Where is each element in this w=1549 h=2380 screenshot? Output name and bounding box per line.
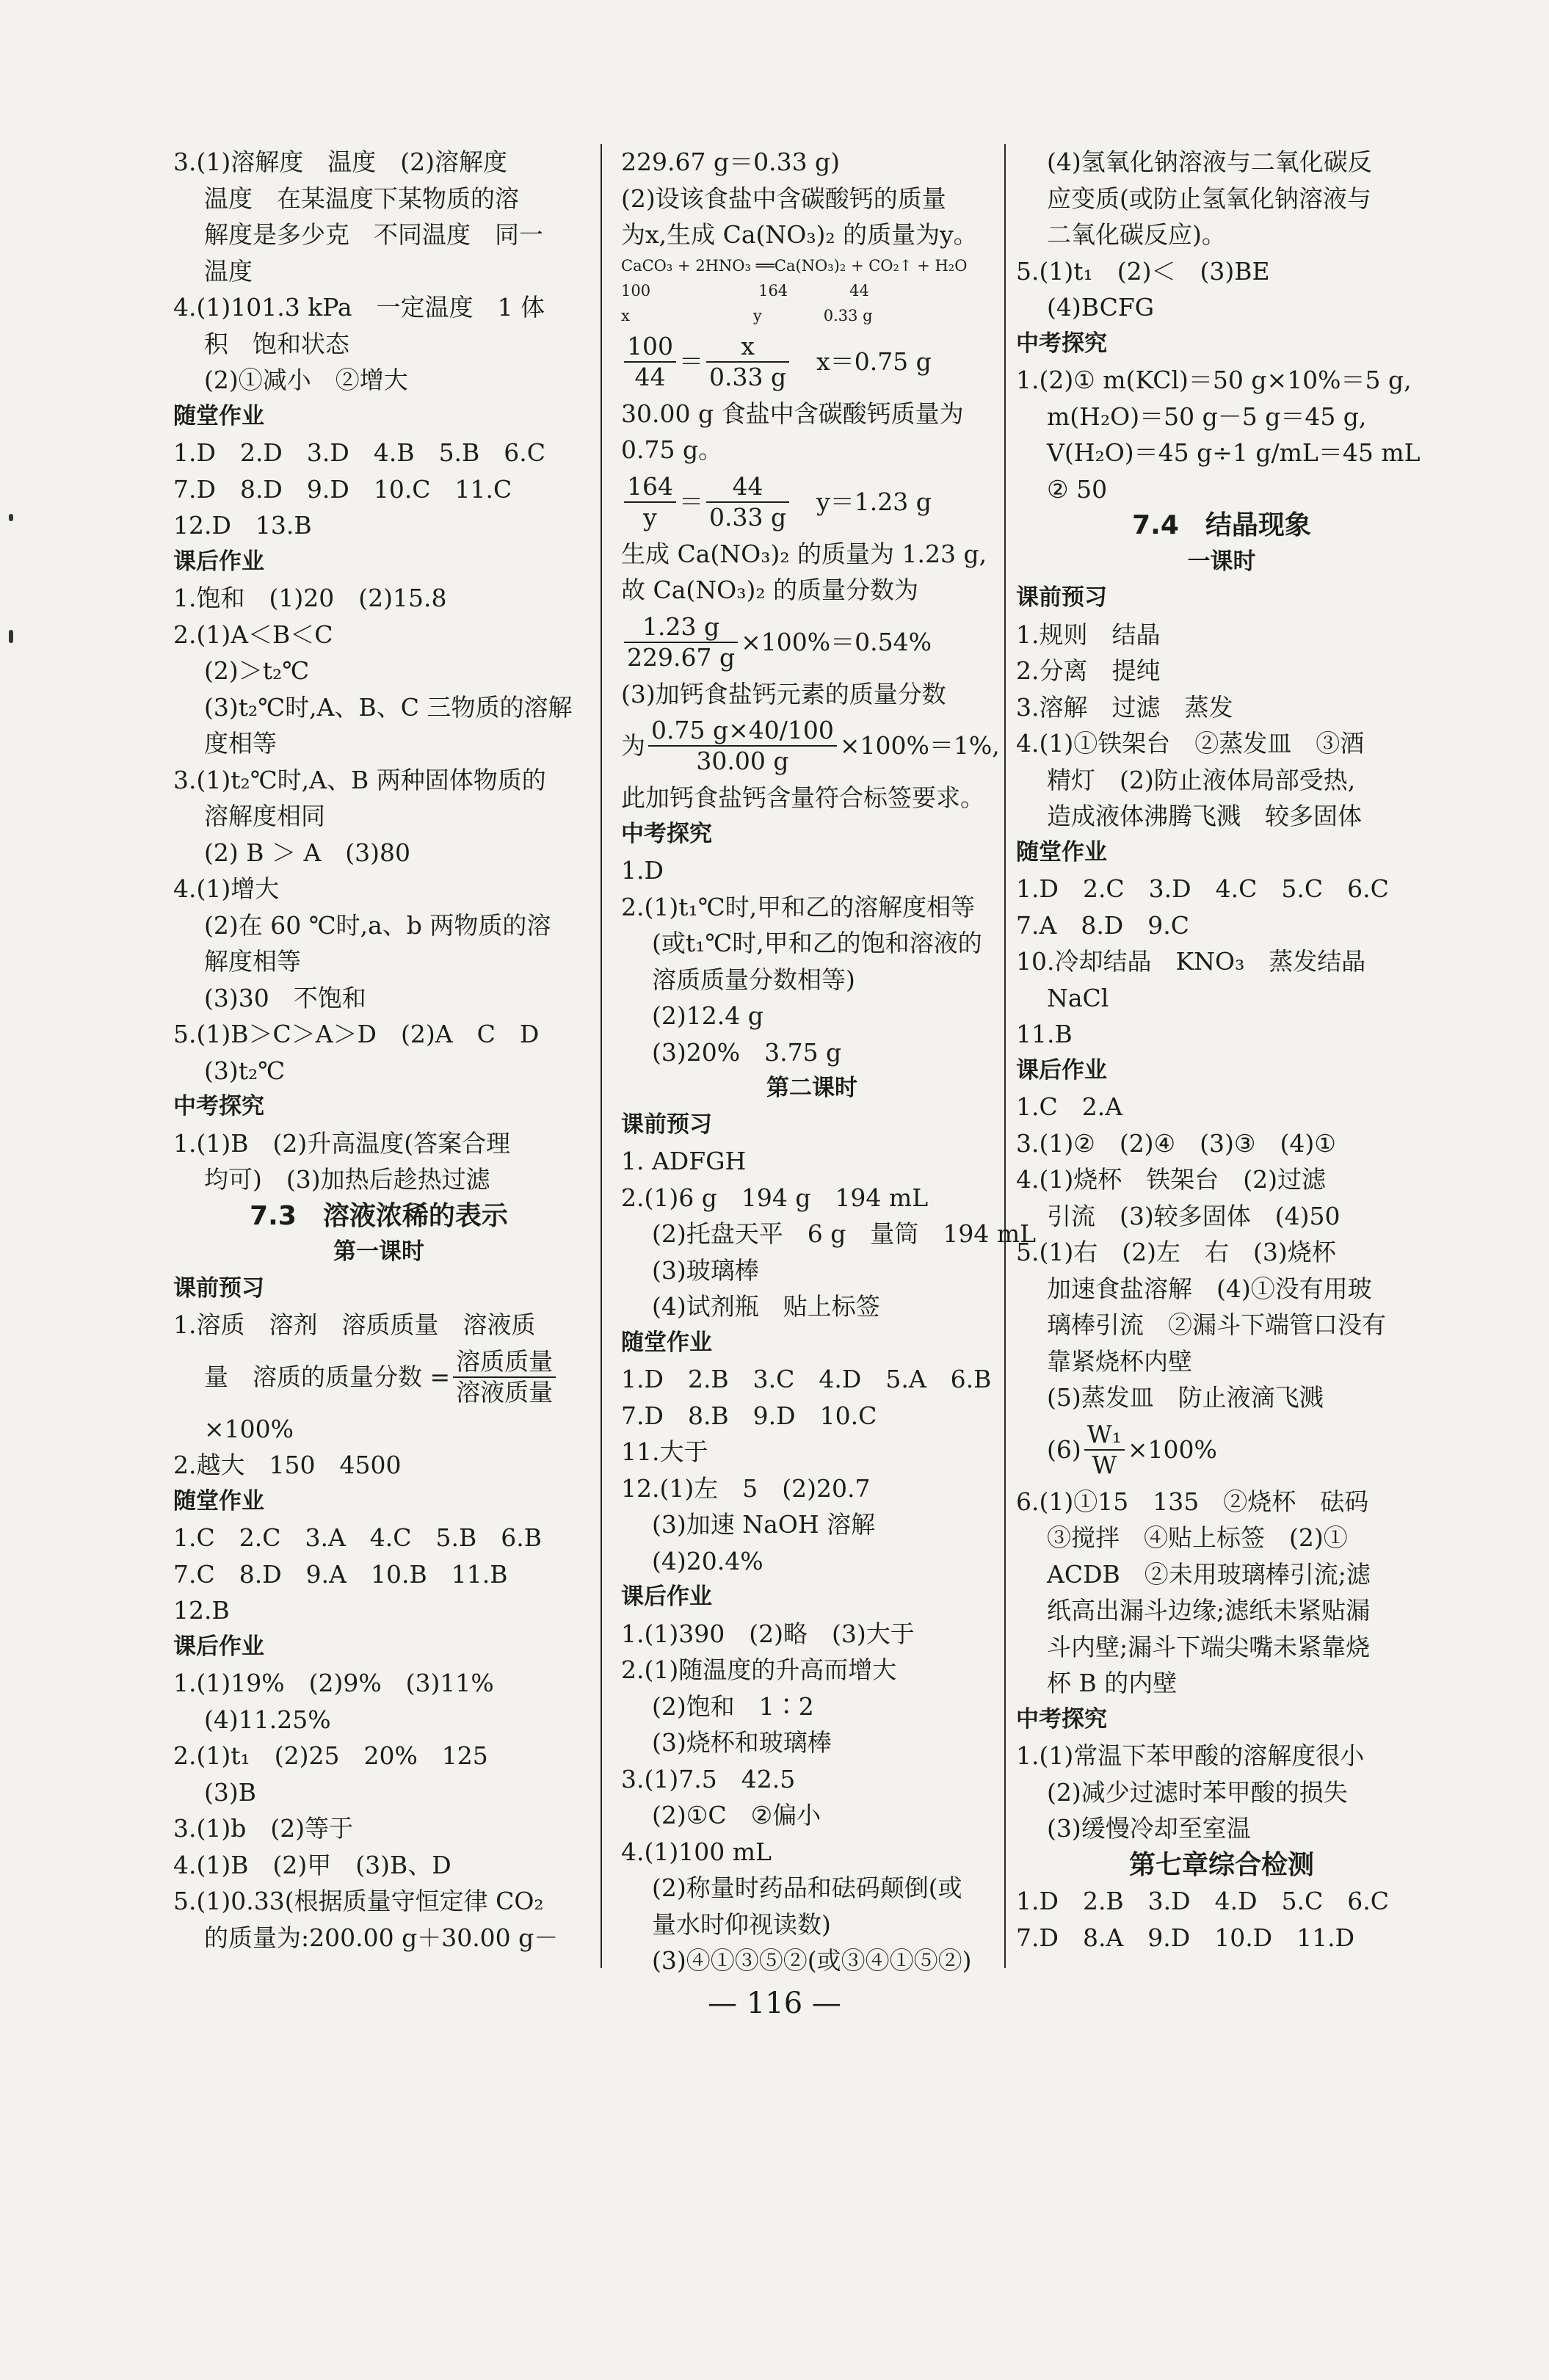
fraction-denominator: 30.00 g (696, 747, 789, 775)
answer-line: 1.D 2.B 3.D 4.D 5.C 6.C (1016, 1887, 1390, 1915)
answer-line: (3)④①③⑤②(或③④①⑤②) (652, 1946, 972, 1975)
answer-line (621, 609, 1003, 676)
fraction (706, 472, 789, 532)
answer-line: (4)试剂瓶 贴上标签 (652, 1292, 880, 1321)
line-text: ×100% (1127, 1434, 1217, 1464)
fraction-denominator: 44 (634, 362, 666, 391)
answer-line: (2)设该食盐中含碳酸钙的质量 (621, 184, 946, 213)
answer-line: 应变质(或防止氢氧化钠溶液与 (1047, 184, 1371, 213)
answer-line: ③搅拌 ④贴上标签 (2)① (1047, 1523, 1348, 1552)
answer-line: NaCl (1047, 983, 1109, 1012)
answer-line: (2)①减小 ②增大 (204, 366, 408, 394)
answer-line: (2) B ＞ A (3)80 (204, 838, 411, 867)
answer-line: 2.分离 提纯 (1016, 656, 1161, 685)
answer-line: 4.(1)①铁架台 ②蒸发皿 ③酒 (1016, 729, 1365, 758)
answer-line: 4.(1)烧杯 铁架台 (2)过滤 (1016, 1165, 1326, 1194)
section-heading: 课后作业 (1016, 1056, 1107, 1084)
answer-line: 璃棒引流 ②漏斗下端管口没有 (1047, 1310, 1386, 1339)
answer-line: (3)t₂℃时,A、B、C 三物质的溶解 (204, 692, 573, 722)
answer-line: (3)缓慢冷却至室温 (1047, 1814, 1251, 1843)
answer-line: 3.(1)② (2)④ (3)③ (4)① (1016, 1128, 1336, 1158)
answer-line: 5.(1)0.33(根据质量守恒定律 CO₂ (173, 1887, 544, 1915)
answer-line: 杯 B 的内壁 (1047, 1669, 1178, 1697)
answer-line: 纸高出漏斗边缘;滤纸未紧贴漏 (1047, 1596, 1371, 1625)
answer-line: (4)BCFG (1047, 293, 1155, 322)
answer-line: 积 饱和状态 (204, 329, 349, 358)
answer-line: 11.B (1016, 1020, 1073, 1048)
answer-line: 1.(1)390 (2)略 (3)大于 (621, 1619, 915, 1648)
section-heading: 随堂作业 (173, 402, 264, 429)
fraction (624, 612, 738, 672)
answer-line: 1.C 2.C 3.A 4.C 5.B 6.B (173, 1523, 542, 1552)
answer-line: 1.D (621, 856, 664, 885)
chapter-title: 7.4 结晶现象 (1132, 510, 1311, 540)
answer-line: 生成 Ca(NO₃)₂ 的质量为 1.23 g, (621, 539, 987, 568)
answer-line: 的质量为:200.00 g＋30.00 g－ (204, 1923, 559, 1952)
answer-line: 11.大于 (621, 1437, 708, 1466)
answer-line: 温度 (204, 256, 253, 286)
answer-line: 1.(1)19% (2)9% (3)11% (173, 1669, 494, 1697)
answer-line: (或t₁℃时,甲和乙的饱和溶液的 (652, 929, 982, 957)
section-heading: 中考探究 (621, 820, 712, 847)
answer-line: (3)玻璃棒 (652, 1255, 759, 1285)
answer-line: 2.越大 150 4500 (173, 1451, 402, 1479)
answer-line: (2)①C ②偏小 (652, 1801, 821, 1829)
answer-line: 4.(1)101.3 kPa 一定温度 1 体 (173, 293, 545, 322)
section-heading: 中考探究 (1016, 330, 1107, 357)
answer-line: (2)减少过滤时苯甲酸的损失 (1047, 1777, 1348, 1807)
answer-line: 3.溶解 过滤 蒸发 (1016, 692, 1233, 722)
answer-line: 引流 (3)较多固体 (4)50 (1047, 1201, 1341, 1230)
answer-line: 5.(1)右 (2)左 右 (3)烧杯 (1016, 1238, 1336, 1266)
answer-line: 7.D 8.D 9.D 10.C 11.C (173, 474, 512, 504)
answer-line: (4)氢氧化钠溶液与二氧化碳反 (1047, 148, 1372, 176)
answer-line: V(H₂O)＝45 g÷1 g/mL＝45 mL (1047, 438, 1421, 467)
answer-line: 3.(1)溶解度 温度 (2)溶解度 (173, 148, 507, 176)
answer-line: (3)20% 3.75 g (652, 1037, 842, 1067)
lesson-title: 第一课时 (333, 1238, 424, 1265)
answer-line: 6.(1)①15 135 ②烧杯 砝码 (1016, 1487, 1369, 1516)
answer-line: 加速食盐溶解 (4)①没有用玻 (1047, 1274, 1372, 1303)
answer-line: (3)30 不饱和 (204, 983, 366, 1012)
section-heading: 中考探究 (1016, 1705, 1107, 1733)
answer-line: 229.67 g＝0.33 g) (621, 148, 841, 176)
answer-line: (3)加钙食盐钙元素的质量分数 (621, 679, 946, 708)
answer-column-3 (1016, 144, 1427, 1956)
answer-line: 5.(1)t₁ (2)＜ (3)BE (1016, 256, 1270, 286)
line-text: x＝0.75 g (792, 347, 932, 376)
fraction-denominator: 0.33 g (709, 362, 787, 391)
answer-line: 量水时仰视读数) (652, 1909, 831, 1939)
answer-line: x y 0.33 g (621, 306, 873, 324)
fraction (706, 332, 789, 392)
answer-line: (2)＞t₂℃ (204, 656, 310, 685)
fraction-denominator: y (643, 502, 657, 531)
answer-line (621, 468, 1003, 536)
line-text: (6) (1047, 1434, 1081, 1464)
answer-line: 5.(1)B＞C＞A＞D (2)A C D (173, 1020, 540, 1048)
fraction-denominator: W (1092, 1450, 1117, 1479)
answer-line: CaCO₃ + 2HNO₃ ══Ca(NO₃)₂ + CO₂↑ + H₂O (621, 256, 968, 275)
line-text: y＝1.23 g (792, 487, 932, 516)
section-heading: 课后作业 (173, 548, 264, 575)
section-heading: 随堂作业 (621, 1329, 712, 1356)
answer-line: 解度是多少克 不同温度 同一 (204, 220, 543, 249)
answer-line: 二氧化碳反应)。 (1047, 220, 1226, 249)
section-heading: 课前预习 (173, 1274, 264, 1302)
answer-line (173, 1343, 584, 1411)
section-heading: 课前预习 (1016, 584, 1107, 611)
section-heading: 随堂作业 (1016, 838, 1107, 866)
fraction-numerator: 溶质质量 (453, 1347, 556, 1378)
answer-line: (2)托盘天平 6 g 量筒 194 mL (652, 1219, 1037, 1248)
fraction (624, 332, 676, 392)
fraction (648, 716, 837, 776)
margin-mark (9, 630, 13, 643)
answer-column-1 (173, 144, 584, 1956)
answer-line: 10.冷却结晶 KNO₃ 蒸发结晶 (1016, 947, 1366, 976)
answer-line: (4)11.25% (204, 1705, 331, 1734)
answer-line: 靠紧烧杯内壁 (1047, 1346, 1192, 1376)
section-heading: 课前预习 (621, 1111, 712, 1138)
answer-line: 解度相等 (204, 947, 301, 976)
answer-line: 4.(1)100 mL (621, 1837, 772, 1866)
answer-line: 造成液体沸腾飞溅 较多固体 (1047, 802, 1362, 830)
answer-line: 1. ADFGH (621, 1147, 747, 1175)
answer-line: 1.溶质 溶剂 溶质质量 溶液质 (173, 1310, 536, 1339)
fraction-numerator: 164 (624, 472, 676, 503)
equals-sign: ＝ (679, 487, 703, 516)
line-text: ×100%＝0.54% (741, 627, 932, 656)
answer-line: 12.B (173, 1596, 230, 1625)
fraction-numerator: W₁ (1084, 1420, 1125, 1451)
line-text: 为 (621, 731, 645, 761)
answer-line: 1.D 2.D 3.D 4.B 5.B 6.C (173, 438, 546, 467)
answer-line: 30.00 g 食盐中含碳酸钙质量为 (621, 399, 964, 428)
chapter-title: 第七章综合检测 (1128, 1849, 1314, 1880)
fraction (624, 472, 676, 532)
answer-line: 2.(1)A＜B＜C (173, 620, 333, 649)
answer-line: 2.(1)t₁℃时,甲和乙的溶解度相等 (621, 892, 976, 921)
fraction-numerator: 1.23 g (624, 612, 738, 643)
answer-line: 1.C 2.A (1016, 1092, 1123, 1121)
answer-line: 2.(1)随温度的升高而增大 (621, 1655, 897, 1684)
answer-line: (2)在 60 ℃时,a、b 两物质的溶 (204, 910, 551, 940)
section-heading: 课后作业 (621, 1583, 712, 1610)
answer-line: 7.D 8.A 9.D 10.D 11.D (1016, 1923, 1355, 1952)
fraction-denominator: 229.67 g (627, 642, 736, 672)
fraction-numerator: 44 (706, 472, 789, 503)
answer-line: ② 50 (1047, 474, 1108, 504)
fraction (1084, 1420, 1125, 1480)
chapter-title: 7.3 溶液浓稀的表示 (250, 1200, 508, 1231)
margin-mark (9, 514, 13, 521)
fraction-denominator: 溶液质量 (456, 1377, 554, 1407)
answer-line: (2)12.4 g (652, 1001, 763, 1030)
line-text: ×100%＝1%, (839, 731, 1000, 761)
answer-line: (5)蒸发皿 防止液滴飞溅 (1047, 1383, 1324, 1412)
fraction-numerator: 100 (624, 332, 676, 363)
answer-line: 7.C 8.D 9.A 10.B 11.B (173, 1559, 508, 1589)
answer-line: 1.D 2.B 3.C 4.D 5.A 6.B (621, 1365, 992, 1393)
column-divider-right (1004, 144, 1006, 1968)
answer-line: 2.(1)6 g 194 g 194 mL (621, 1183, 929, 1212)
answer-line: (4)20.4% (652, 1546, 763, 1575)
section-heading: 中考探究 (173, 1093, 264, 1120)
answer-line: 故 Ca(NO₃)₂ 的质量分数为 (621, 576, 919, 604)
answer-line: 斗内壁;漏斗下端尖嘴未紧靠烧 (1047, 1632, 1371, 1661)
answer-line: 1.规则 结晶 (1016, 620, 1161, 649)
answer-line: 此加钙食盐钙含量符合标签要求。 (621, 783, 984, 812)
equals-sign: ＝ (679, 347, 703, 376)
section-heading: 课后作业 (173, 1633, 264, 1660)
answer-line: 7.D 8.B 9.D 10.C (621, 1401, 877, 1430)
fraction-numerator: x (706, 332, 789, 363)
answer-line: (3)烧杯和玻璃棒 (652, 1728, 832, 1757)
answer-line: 溶解度相同 (204, 802, 325, 830)
answer-line: (3)t₂℃ (204, 1056, 286, 1085)
answer-column-2 (621, 144, 1037, 1979)
fraction-denominator: 0.33 g (709, 502, 787, 531)
answer-line: 12.D 13.B (173, 511, 312, 540)
answer-line: m(H₂O)＝50 g－5 g＝45 g, (1047, 402, 1367, 431)
page-number: — 116 — (708, 1987, 841, 2020)
line-text: 量 溶质的质量分数 = (204, 1362, 451, 1391)
answer-line: 100 164 44 (621, 281, 869, 300)
answer-line: 温度 在某温度下某物质的溶 (204, 184, 519, 213)
answer-line (621, 712, 1003, 780)
answer-line (1016, 1416, 1427, 1484)
answer-line: 3.(1)7.5 42.5 (621, 1764, 796, 1793)
answer-line: (2)饱和 1∶2 (652, 1691, 814, 1721)
answer-line: 1.饱和 (1)20 (2)15.8 (173, 584, 447, 612)
answer-line: (2)称量时药品和砝码颠倒(或 (652, 1873, 962, 1902)
answer-line: 3.(1)t₂℃时,A、B 两种固体物质的 (173, 765, 546, 794)
lesson-title: 第二课时 (766, 1075, 857, 1101)
answer-line: 均可) (3)加热后趁热过滤 (204, 1165, 490, 1194)
answer-line: ×100% (204, 1414, 294, 1443)
answer-line: 1.(1)常温下苯甲酸的溶解度很小 (1016, 1741, 1365, 1770)
answer-line: 溶质质量分数相等) (652, 965, 855, 994)
answer-line: (3)B (204, 1777, 256, 1807)
fraction (453, 1347, 556, 1407)
answer-line: 度相等 (204, 729, 277, 758)
answer-line: 2.(1)t₁ (2)25 20% 125 (173, 1741, 488, 1770)
column-divider-left (601, 144, 602, 1968)
answer-line: 7.A 8.D 9.C (1016, 910, 1189, 940)
answer-line: 3.(1)b (2)等于 (173, 1814, 354, 1843)
answer-line: 1.D 2.C 3.D 4.C 5.C 6.C (1016, 874, 1389, 903)
answer-line: 为x,生成 Ca(NO₃)₂ 的质量为y。 (621, 220, 978, 249)
answer-line: ACDB ②未用玻璃棒引流;滤 (1047, 1559, 1371, 1589)
answer-line: 4.(1)B (2)甲 (3)B、D (173, 1850, 451, 1879)
answer-line (621, 328, 1003, 396)
answer-line: 12.(1)左 5 (2)20.7 (621, 1473, 871, 1503)
fraction-numerator: 0.75 g×40/100 (648, 716, 837, 747)
answer-line: 1.(2)① m(KCl)＝50 g×10%＝5 g, (1016, 366, 1412, 394)
lesson-title: 一课时 (1187, 548, 1256, 575)
answer-line: 1.(1)B (2)升高温度(答案合理 (173, 1128, 511, 1158)
answer-line: 0.75 g。 (621, 435, 723, 464)
answer-line: (3)加速 NaOH 溶解 (652, 1510, 876, 1539)
section-heading: 随堂作业 (173, 1487, 264, 1514)
answer-line: 精灯 (2)防止液体局部受热, (1047, 765, 1356, 794)
answer-line: 4.(1)增大 (173, 874, 280, 903)
